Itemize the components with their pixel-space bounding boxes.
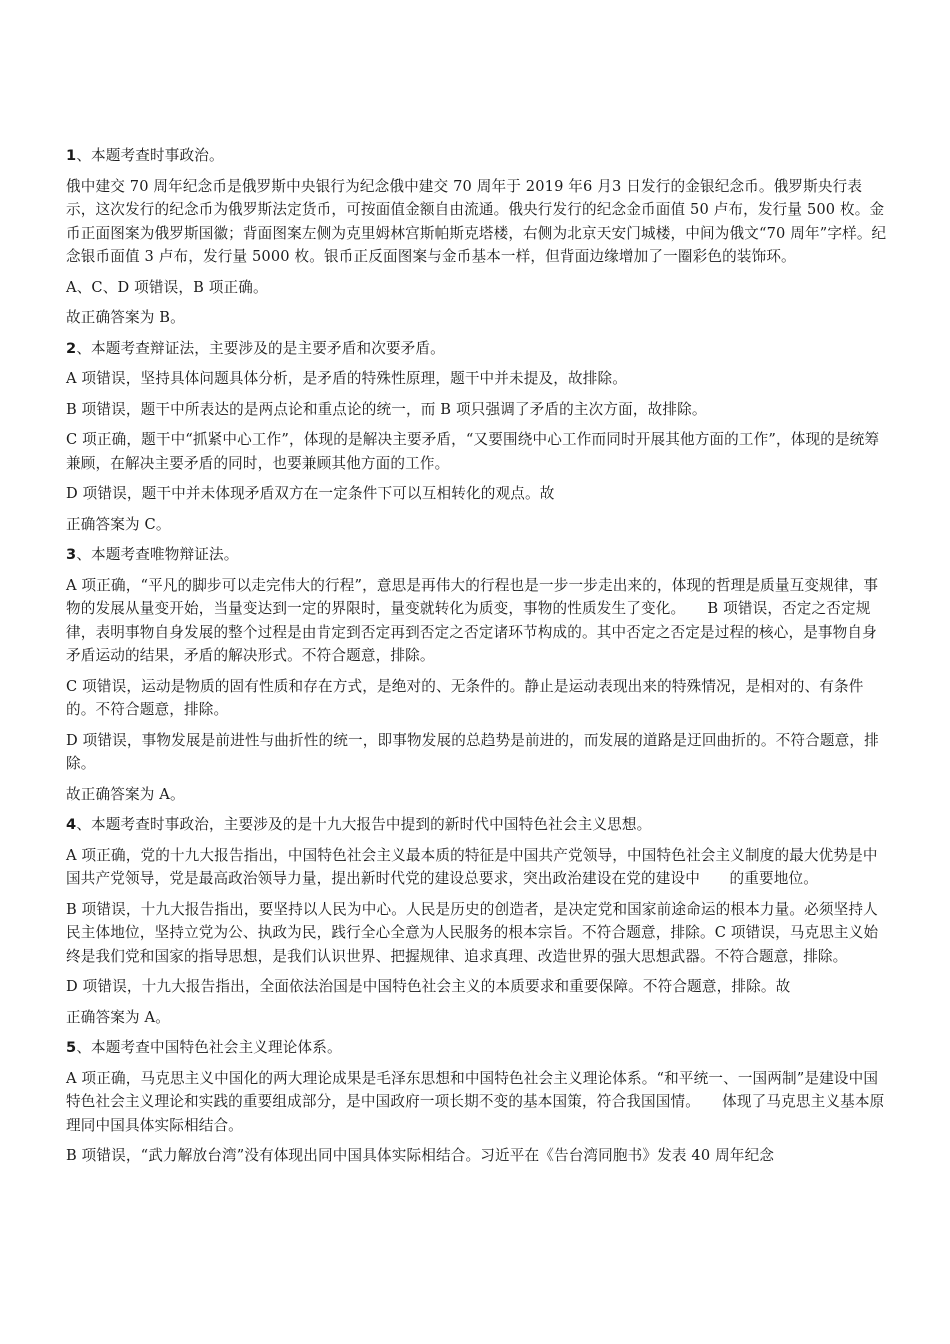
question-5 (66, 1036, 888, 1168)
question-heading (66, 337, 888, 361)
question-number: 4 (66, 816, 77, 833)
question-heading-text: 、本题考查辩证法，主要涉及的是主要矛盾和次要矛盾。 (76, 339, 445, 357)
question-1 (66, 144, 888, 330)
paragraph: C 项错误，运动是物质的固有性质和存在方式，是绝对的、无条件的。静止是运动表现出来的特殊情况，是相对的、有条件的。不符合题意，排除。 (66, 677, 864, 718)
paragraph: 俄中建交 70 周年纪念币是俄罗斯中央银行为纪念俄中建交 70 周年于 2019 年6 月3 日发行的金银纪念币。俄罗斯央行表示，这次发行的纪念币为俄罗斯法定货币，可按面值金额自由流通。俄央行发行的纪念金币面值 50 卢布，发行量 500 枚。金币正面图案为俄罗斯国徽；背面图案左侧为克里姆林宫斯帕斯克塔楼，右侧为北京天安门城楼，中间为俄文“70 周年”字样。纪念银币面值 3 卢布，发行量 5000 枚。银币正反面图案与金币基本一样，但背面边缘增加了一圈彩色的装饰环。 (66, 177, 887, 265)
answer-line: 故正确答案为 B。 (66, 309, 185, 326)
paragraph: A 项正确，党的十九大报告指出，中国特色社会主义最本质的特征是中国共产党领导，中国特色社会主义制度的最大优势是中国共产党领导，党是最高政治领导力量，提出新时代党的建设总要求，突出政治建设在党的建设中 的重要地位。 (66, 846, 878, 887)
paragraph: B 项错误，题干中所表达的是两点论和重点论的统一，而 B 项只强调了矛盾的主次方面，故排除。 (66, 400, 707, 418)
question-heading (66, 144, 888, 168)
paragraph: A 项正确，马克思主义中国化的两大理论成果是毛泽东思想和中国特色社会主义理论体系。“和平统一、一国两制”是建设中国特色社会主义理论和实践的重要组成部分，是中国政府一项长期不变的基本国策，符合我国国情。 体现了马克思主义基本原理同中国具体实际相结合。 (66, 1069, 885, 1134)
question-heading-text: 、本题考查时事政治，主要涉及的是十九大报告中提到的新时代中国特色社会主义思想。 (76, 816, 652, 833)
question-number: 2 (66, 339, 77, 357)
paragraph: D 项错误，题干中并未体现矛盾双方在一定条件下可以互相转化的观点。故 (66, 485, 555, 502)
paragraph: B 项错误，“武力解放台湾”没有体现出同中国具体实际相结合。习近平在《告台湾同胞书》发表 40 周年纪念 (66, 1147, 775, 1164)
answer-line: 故正确答案为 A。 (66, 785, 185, 803)
answer-line: 正确答案为 C。 (66, 515, 171, 533)
question-heading (66, 543, 888, 567)
paragraph: A 项错误，坚持具体问题具体分析，是矛盾的特殊性原理，题干中并未提及，故排除。 (66, 370, 627, 387)
paragraph: D 项错误，事物发展是前进性与曲折性的统一，即事物发展的总趋势是前进的，而发展的道路是迂回曲折的。不符合题意，排除。 (66, 731, 879, 772)
question-heading-text: 、本题考查时事政治。 (76, 147, 224, 164)
paragraph: D 项错误，十九大报告指出，全面依法治国是中国特色社会主义的本质要求和重要保障。不符合题意，排除。故 (66, 978, 791, 995)
paragraph: A、C、D 项错误，B 项正确。 (66, 278, 268, 296)
question-4 (66, 813, 888, 1029)
question-3 (66, 543, 888, 806)
document-page (66, 144, 888, 1175)
question-heading-text: 、本题考查唯物辩证法。 (76, 546, 239, 563)
question-2 (66, 337, 888, 537)
question-number: 1 (66, 147, 77, 164)
answer-line: 正确答案为 A。 (66, 1008, 170, 1026)
paragraph: C 项正确，题干中“抓紧中心工作”，体现的是解决主要矛盾，“又要围绕中心工作而同时开展其他方面的工作”，体现的是统筹兼顾，在解决主要矛盾的同时，也要兼顾其他方面的工作。 (66, 431, 880, 472)
question-heading (66, 1036, 888, 1060)
paragraph: A 项正确，“平凡的脚步可以走完伟大的行程”，意思是再伟大的行程也是一步一步走出来的，体现的哲理是质量互变规律，事物的发展从量变开始，当量变达到一定的界限时，量变就转化为质变，事物的性质发生了变化。 B 项错误，否定之否定规律，表明事物自身发展的整个过程是由肯定到否定再到否定之否定诸环节构成的。其中否定之否定是过程的核心，是事物自身矛盾运动的结果，矛盾的解决形式。不符合题意，排除。 (66, 576, 879, 664)
question-number: 3 (66, 546, 77, 563)
question-heading-text: 、本题考查中国特色社会主义理论体系。 (76, 1039, 342, 1056)
paragraph: B 项错误，十九大报告指出，要坚持以人民为中心。人民是历史的创造者，是决定党和国家前途命运的根本力量。必须坚持人民主体地位，坚持立党为公、执政为民，践行全心全意为人民服务的根本宗旨。不符合题意，排除。C 项错误，马克思主义始终是我们党和国家的指导思想，是我们认识世界、把握规律、追求真理、改造世界的强大思想武器。不符合题意，排除。 (66, 900, 879, 965)
question-number: 5 (66, 1039, 77, 1056)
question-heading (66, 813, 888, 837)
